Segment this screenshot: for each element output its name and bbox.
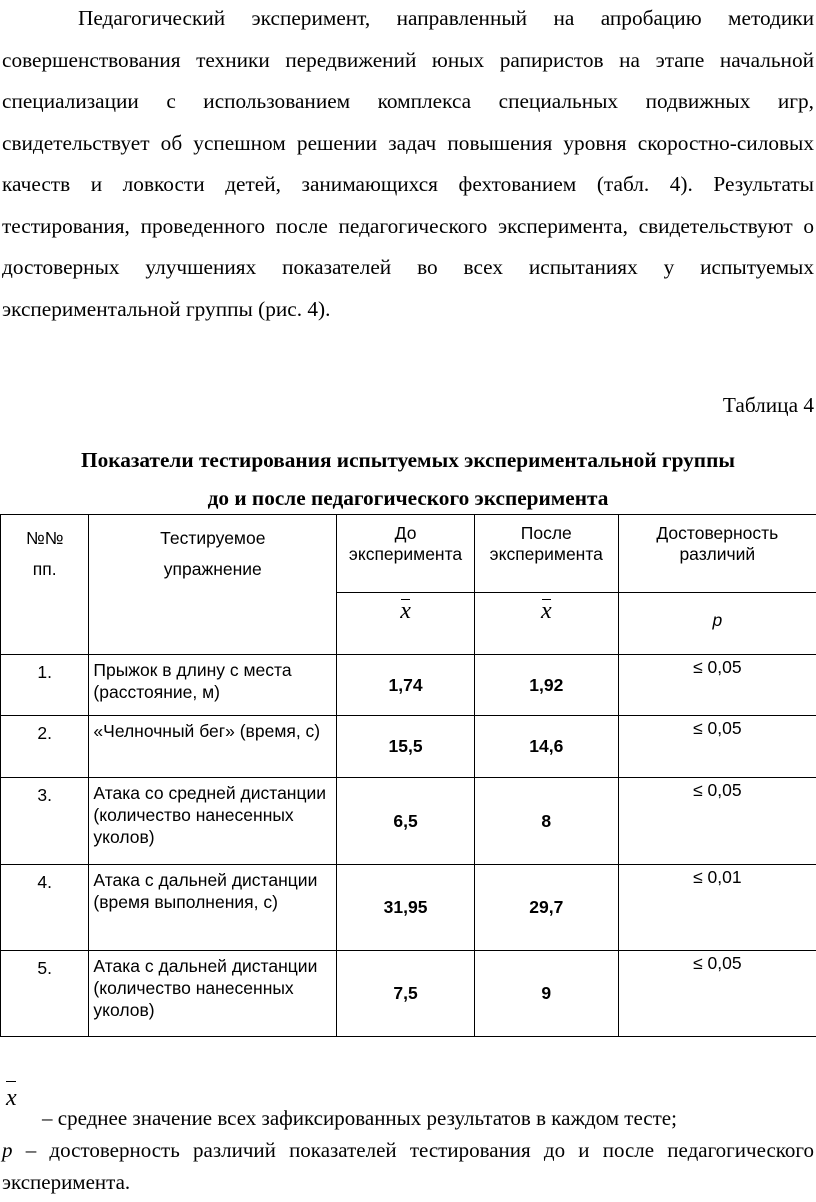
row-number: 1.	[1, 655, 89, 716]
row-exercise: Атака с дальней дистанции (количество нанесенных уколов)	[89, 951, 337, 1037]
table-row	[1, 655, 816, 716]
header-significance: Достоверность различий	[618, 515, 816, 593]
row-number: 5.	[1, 951, 89, 1037]
table-title	[2, 441, 814, 517]
legend-mean-symbol: x	[6, 1075, 17, 1112]
row-number: 4.	[1, 865, 89, 951]
table-number: Таблица 4	[722, 393, 814, 417]
p-symbol-header: p	[618, 593, 816, 655]
legend-p-line	[2, 1134, 814, 1198]
mean-symbol-before: x	[337, 593, 475, 655]
row-after: 1,92	[474, 655, 618, 716]
row-exercise: Атака с дальней дистанции (время выполнения, с)	[89, 865, 337, 951]
row-before: 31,95	[337, 865, 475, 951]
row-number: 2.	[1, 716, 89, 778]
row-exercise: Атака со средней дистанции (количество нанесенных уколов)	[89, 778, 337, 865]
table-title-line2: до и после педагогического эксперимента	[207, 486, 609, 510]
table-row	[1, 716, 816, 778]
row-significance: ≤ 0,05	[618, 655, 816, 716]
table-title-line1: Показатели тестирования испытуемых экспериментальной группы	[81, 448, 735, 472]
legend-p-symbol: p	[2, 1138, 13, 1162]
row-exercise: «Челночный бег» (время, с)	[89, 716, 337, 778]
row-significance: ≤ 0,01	[618, 865, 816, 951]
row-before: 1,74	[337, 655, 475, 716]
row-before: 6,5	[337, 778, 475, 865]
row-significance: ≤ 0,05	[618, 778, 816, 865]
row-before: 7,5	[337, 951, 475, 1037]
results-table	[0, 514, 816, 1037]
legend-p-text: – достоверность различий показателей тестирования до и после педагогического эксперимента.	[2, 1138, 814, 1194]
row-exercise: Прыжок в длину с места (расстояние, м)	[89, 655, 337, 716]
table-header-row	[1, 515, 816, 593]
header-after: После эксперимента	[474, 515, 618, 593]
table-row	[1, 778, 816, 865]
header-number: №№ пп.	[1, 515, 89, 655]
mean-symbol-after: x	[474, 593, 618, 655]
row-after: 29,7	[474, 865, 618, 951]
table-row	[1, 865, 816, 951]
row-before: 15,5	[337, 716, 475, 778]
row-after: 9	[474, 951, 618, 1037]
row-after: 8	[474, 778, 618, 865]
row-number: 3.	[1, 778, 89, 865]
table-row	[1, 951, 816, 1037]
legend-mean-text: – среднее значение всех зафиксированных результатов в каждом тесте;	[42, 1106, 677, 1130]
header-exercise: Тестируемое упражнение	[89, 515, 337, 655]
row-after: 14,6	[474, 716, 618, 778]
body-paragraph: Педагогический эксперимент, направленный на апробацию методики совершенствования техники передвижений юных рапиристов на этапе начальной специализации с использованием комплекса специальных подвижных игр, свидетельствует об успешном решении задач повышения уровня скоростно-силовых качеств и ловкости детей, занимающихся фехтованием (табл. 4). Результаты тестирования, проведенного после педагогического эксперимента, свидетельствуют о достоверных улучшениях показателей во всех испытаниях у испытуемых экспериментальной группы (рис. 4).	[2, 6, 814, 321]
header-before: До эксперимента	[337, 515, 475, 593]
row-significance: ≤ 0,05	[618, 716, 816, 778]
row-significance: ≤ 0,05	[618, 951, 816, 1037]
